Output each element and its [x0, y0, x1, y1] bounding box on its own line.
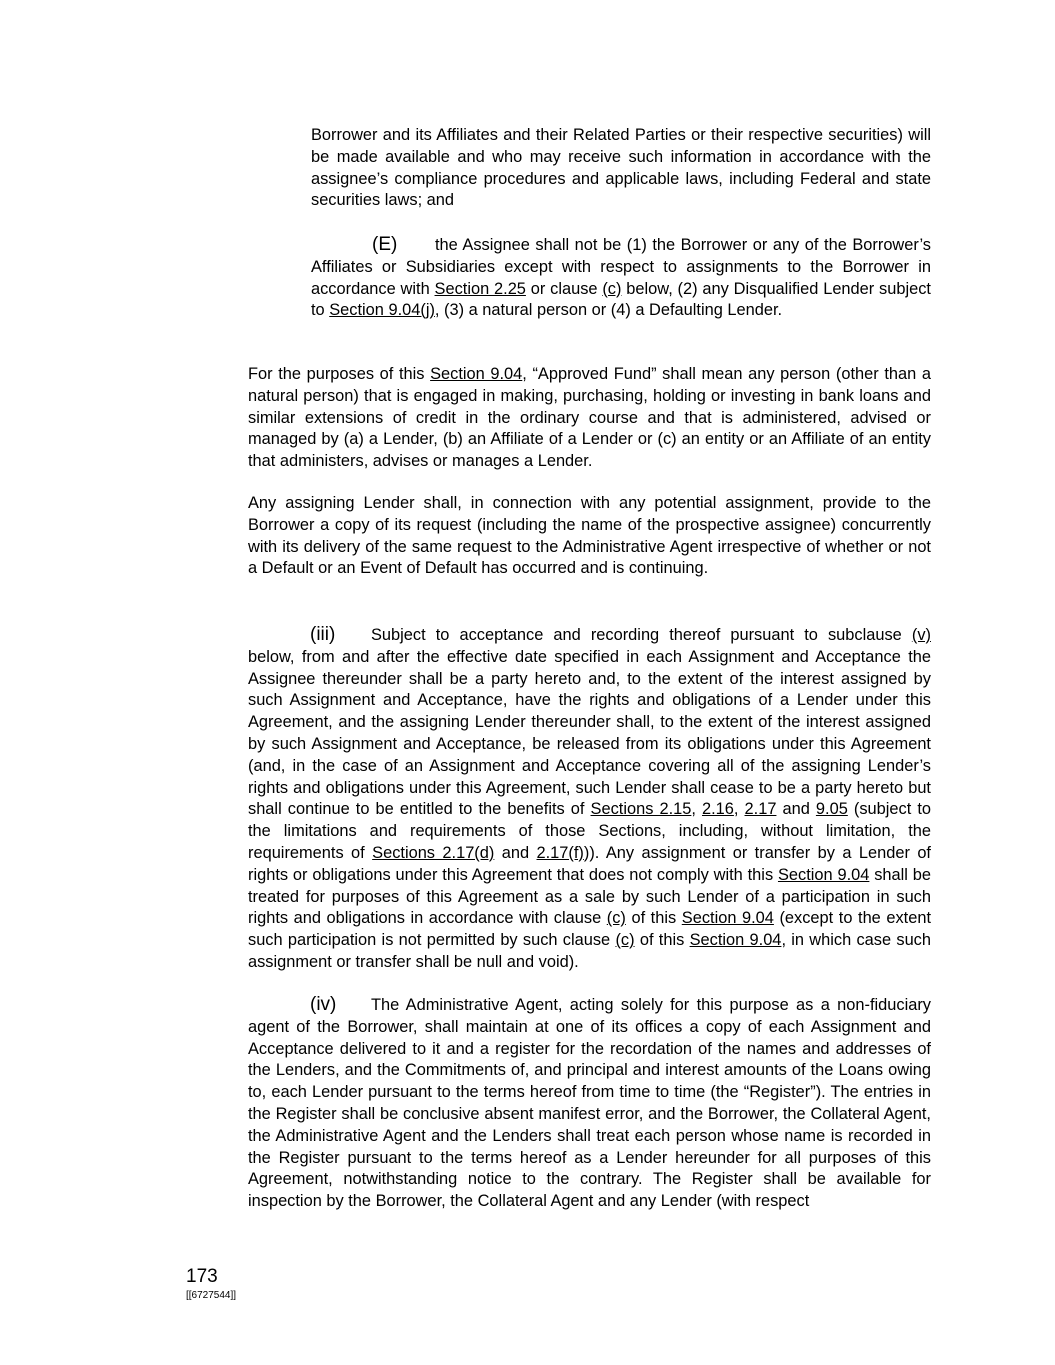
paragraph-text: Borrower and its Affiliates and their Related Parties or their respective securities) will be made available and who may receive such information in accordance with the assignee’s compliance procedures and applicable laws, including Federal and state securities laws; and [311, 126, 931, 210]
clause-label: (iii) [310, 624, 336, 645]
clause-label: (E) [372, 234, 398, 255]
section-reference-link[interactable]: 2.17 [744, 800, 777, 819]
paragraph-clause-iii: (iii) Subject to acceptance and recording thereof pursuant to subclause (v) below, from and after the effective date specified in each Assignment and Acceptance the Assignee thereunder shall be a party hereto and, to the extent of the interest assigned by such Assignment and Acceptance, have the rights and obligations of a Lender under this Agreement, and the assigning Lender thereunder shall, to the extent of the interest assigned by such Assignment and Acceptance, be released from its obligations under this Agreement (and, in the case of an Assignment and Acceptance covering all of the assigning Lender’s rights and obligations under this Agreement, such Lender shall cease to be a party hereto but shall continue to be entitled to the benefits of Sections 2.15, 2.16, 2.17 and 9.05 (subject to the limitations and requirements of those Sections, including, without limitation, the requirements of Sections 2.17(d) and 2.17(f))). Any assignment or transfer by a Lender of rights or obligations under this Agreement that does not comply with this Section 9.04 shall be treated for purposes of this Agreement as a sale by such Lender of a participation in such rights and obligations in accordance with clause (c) of this Section 9.04 (except to the extent such participation is not permitted by such clause (c) of this Section 9.04, in which case such assignment or transfer shall be null and void). [248, 624, 932, 971]
page-number: 173 [186, 1266, 218, 1287]
section-reference-link[interactable]: 2.17(f) [536, 843, 584, 862]
section-reference-link[interactable]: Section 9.04(j) [329, 301, 435, 320]
section-reference-link[interactable]: Section 9.04 [430, 365, 523, 383]
section-reference-link[interactable]: 9.05 [815, 800, 848, 819]
section-reference-link[interactable]: Section 9.04 [681, 909, 774, 928]
clause-reference-link[interactable]: (c) [615, 931, 635, 950]
clause-label: (iv) [310, 994, 337, 1015]
document-id: [[6727544]] [186, 1290, 237, 1301]
section-reference-link[interactable]: Sections 2.17(d) [372, 843, 495, 862]
clause-reference-link[interactable]: (c) [606, 909, 626, 928]
section-reference-link[interactable]: Section 9.04 [689, 931, 782, 950]
section-reference-link[interactable]: 2.16 [702, 800, 734, 819]
paragraph-approved-fund: For the purposes of this Section 9.04, “Approved Fund” shall mean any person (other than a natural person) that is engaged in making, purchasing, holding or investing in bank loans and similar extensions of credit in the ordinary course and that is administered, advised or managed by (a) a Lender, (b) an Affiliate of a Lender or (c) an entity or an Affiliate of an entity that administers, advises or manages a Lender. [248, 365, 931, 471]
paragraph-borrower-affiliates-continued [311, 125, 931, 212]
section-reference-link[interactable]: Sections 2.15 [590, 800, 692, 819]
paragraph-assigning-lender: Any assigning Lender shall, in connection with any potential assignment, provide to the Borrower a copy of its request (including the name of the prospective assignee) concurrently with its delivery of the same request to the Administrative Agent irrespective of whether or not a Default or an Event of Default has occurred and is continuing. [248, 494, 931, 578]
clause-reference-link[interactable]: (v) [911, 626, 931, 644]
section-reference-link[interactable]: Section 9.04 [777, 865, 870, 884]
paragraph-clause-e: (E) the Assignee shall not be (1) the Borrower or any of the Borrower’s Affiliates or Subsidiaries except with respect to assignments to the Borrower in accordance with Section 2.25 or clause (c) below, (2) any Disqualified Lender subject to Section 9.04(j), (3) a natural person or (4) a Defaulting Lender. [311, 234, 931, 320]
section-reference-link[interactable]: Section 2.25 [434, 279, 526, 298]
paragraph-clause-iv: (iv) The Administrative Agent, acting solely for this purpose as a non-fiduciary agent of the Borrower, shall maintain at one of its offices a copy of each Assignment and Acceptance delivered to it and a register for the recordation of the names and addresses of the Lenders, and the Commitments of, and principal and interest amounts of the Loans owing to, each Lender pursuant to the terms hereof from time to time (the “Register”). The entries in the Register shall be conclusive absent manifest error, and the Borrower, the Collateral Agent, the Administrative Agent and the Lenders shall treat each person whose name is recorded in the Register pursuant to the terms hereof as a Lender hereunder for all purposes of this Agreement, notwithstanding notice to the contrary. The Register shall be available for inspection by the Borrower, the Collateral Agent and any Lender (with respect [248, 994, 931, 1211]
clause-reference-link[interactable]: (c) [602, 279, 622, 298]
